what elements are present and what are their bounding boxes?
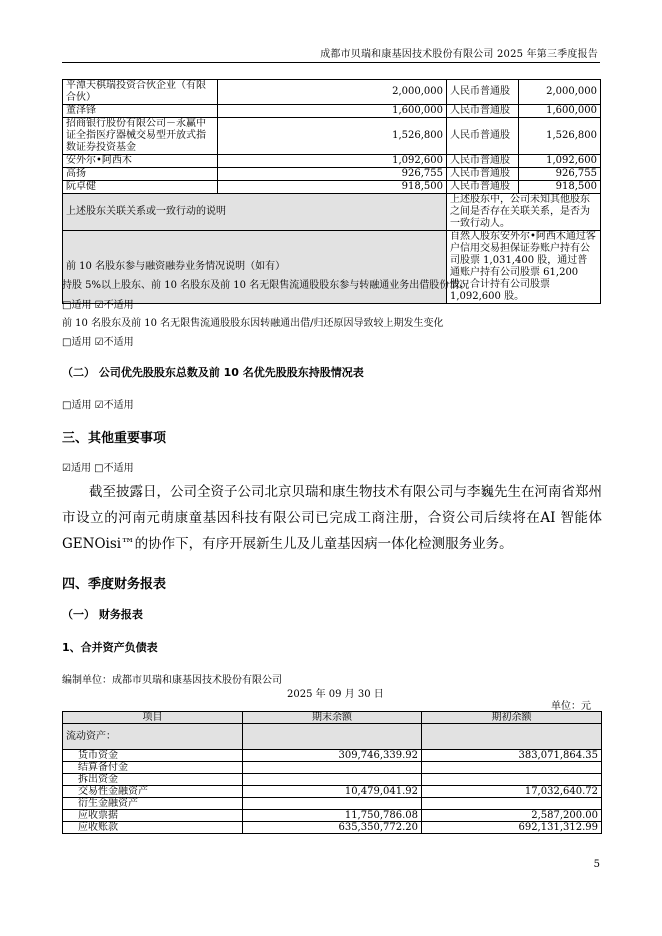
- change-statement: 前 10 名股东及前 10 名无限售流通股股东因转融通出借/归还原因导致较上期发生变化: [62, 318, 444, 329]
- end-balance: [243, 774, 422, 786]
- shareholder-name: 阮卓健: [63, 181, 218, 194]
- unit-label: 单位：元: [551, 701, 591, 712]
- item-label: 拆出资金: [63, 774, 243, 786]
- end-balance: [243, 798, 422, 810]
- share-count: 926,755: [519, 168, 601, 181]
- item-label: 应收票据: [63, 810, 243, 822]
- table-row: [63, 822, 602, 834]
- begin-balance: [422, 774, 602, 786]
- share-type: 人民币普通股: [447, 118, 519, 155]
- table-cell: [243, 724, 422, 750]
- shareholder-name: 高扬: [63, 168, 218, 181]
- table-row: [63, 155, 601, 168]
- item-label: 货币资金: [63, 750, 243, 762]
- share-type: 人民币普通股: [447, 80, 519, 105]
- table-row: [63, 774, 602, 786]
- table-row: [63, 118, 601, 155]
- shares-amount: 1,092,600: [218, 155, 447, 168]
- table-row: [63, 786, 602, 798]
- table-row: [63, 181, 601, 194]
- section-heading: 三、其他重要事项: [62, 431, 167, 446]
- column-header: 期末余额: [243, 712, 422, 724]
- begin-balance: 2,587,200.00: [422, 810, 602, 822]
- share-type: 人民币普通股: [447, 181, 519, 194]
- page-header: 成都市贝瑞和康基因技术股份有限公司 2025 年第三季度报告: [320, 49, 598, 60]
- balance-sheet-table: [62, 711, 602, 834]
- shareholder-table: [62, 79, 601, 304]
- item-label: 应收账款: [63, 822, 243, 834]
- applicable-checkbox: □适用 ☑不适用: [62, 337, 134, 348]
- begin-balance: 383,071,864.35: [422, 750, 602, 762]
- section-heading: 四、季度财务报表: [62, 577, 167, 592]
- shareholder-name: 安外尔•阿西木: [63, 155, 218, 168]
- shareholder-name: 平潭天棋瑞投资合伙企业（有限合伙）: [63, 80, 218, 105]
- share-count: 1,526,800: [519, 118, 601, 155]
- column-header: 项目: [63, 712, 243, 724]
- page-number: 5: [593, 859, 600, 870]
- item-label: 结算备付金: [63, 762, 243, 774]
- table-row: [63, 798, 602, 810]
- table-row: [63, 724, 602, 750]
- share-count: 1,092,600: [519, 155, 601, 168]
- end-balance: 309,746,339.92: [243, 750, 422, 762]
- table-row: [63, 810, 602, 822]
- share-count: 918,500: [519, 181, 601, 194]
- body-paragraph: 截至披露日，公司全资子公司北京贝瑞和康生物技术有限公司与李巍先生在河南省郑州市设立的河南元萌康童基因科技有限公司已完成工商注册，合资公司后续将在AI 智能体 GENOisi™的协作下，有序开展新生儿及儿童基因病一体化检测服务业务。: [62, 484, 602, 552]
- begin-balance: 692,131,312.99: [422, 822, 602, 834]
- shareholder-name: 董泽锋: [63, 105, 218, 118]
- note-text: 上述股东中，公司未知其他股东之间是否存在关联关系，是否为一致行动人。: [447, 194, 601, 231]
- subsection-heading: （一） 财务报表: [62, 608, 143, 621]
- shareholder-name: 招商银行股份有限公司－永赢中证全指医疗器械交易型开放式指数证券投资基金: [63, 118, 218, 155]
- end-balance: 11,750,786.08: [243, 810, 422, 822]
- note-label: 上述股东关联关系或一致行动的说明: [63, 194, 447, 231]
- begin-balance: [422, 798, 602, 810]
- note-text: 自然人股东安外尔•阿西木通过客户信用交易担保证券账户持有公司股票 1,031,400 股，通过普通账户持有公司股票 61,200 股，合计持有公司股票 1,092,600 股。: [447, 231, 601, 304]
- table-row: [63, 194, 601, 231]
- shares-amount: 2,000,000: [218, 80, 447, 105]
- shares-amount: 1,600,000: [218, 105, 447, 118]
- report-date: 2025 年 09 月 30 日: [287, 689, 384, 700]
- section-label: 流动资产：: [63, 724, 243, 750]
- subsection-heading: 1、合并资产负债表: [62, 641, 158, 654]
- share-type: 人民币普通股: [447, 105, 519, 118]
- applicable-checkbox: ☑适用 □不适用: [62, 463, 134, 474]
- end-balance: 10,479,041.92: [243, 786, 422, 798]
- share-count: 2,000,000: [519, 80, 601, 105]
- table-cell: [422, 724, 602, 750]
- table-header-row: [63, 712, 602, 724]
- item-label: 衍生金融资产: [63, 798, 243, 810]
- org-name: 编制单位：成都市贝瑞和康基因技术股份有限公司: [62, 675, 282, 686]
- table-row: [63, 762, 602, 774]
- share-type: 人民币普通股: [447, 168, 519, 181]
- column-header: 期初余额: [422, 712, 602, 724]
- applicable-checkbox: □适用 ☑不适用: [62, 300, 134, 311]
- table-row: [63, 750, 602, 762]
- note-label: 前 10 名股东参与融资融券业务情况说明（如有）: [63, 231, 447, 304]
- pledge-statement: 持股 5%以上股东、前 10 名股东及前 10 名无限售流通股股东参与转融通业务出借股份情况: [62, 280, 470, 291]
- end-balance: [243, 762, 422, 774]
- shares-amount: 926,755: [218, 168, 447, 181]
- share-type: 人民币普通股: [447, 155, 519, 168]
- begin-balance: [422, 762, 602, 774]
- begin-balance: 17,032,640.72: [422, 786, 602, 798]
- share-count: 1,600,000: [519, 105, 601, 118]
- shares-amount: 918,500: [218, 181, 447, 194]
- header-divider: [62, 62, 600, 63]
- preferred-shares-heading: （二） 公司优先股股东总数及前 10 名优先股股东持股情况表: [62, 366, 364, 379]
- item-label: 交易性金融资产: [63, 786, 243, 798]
- applicable-checkbox: □适用 ☑不适用: [62, 400, 134, 411]
- table-row: [63, 168, 601, 181]
- shares-amount: 1,526,800: [218, 118, 447, 155]
- end-balance: 635,350,772.20: [243, 822, 422, 834]
- table-row: [63, 105, 601, 118]
- table-row: [63, 231, 601, 304]
- table-row: [63, 80, 601, 105]
